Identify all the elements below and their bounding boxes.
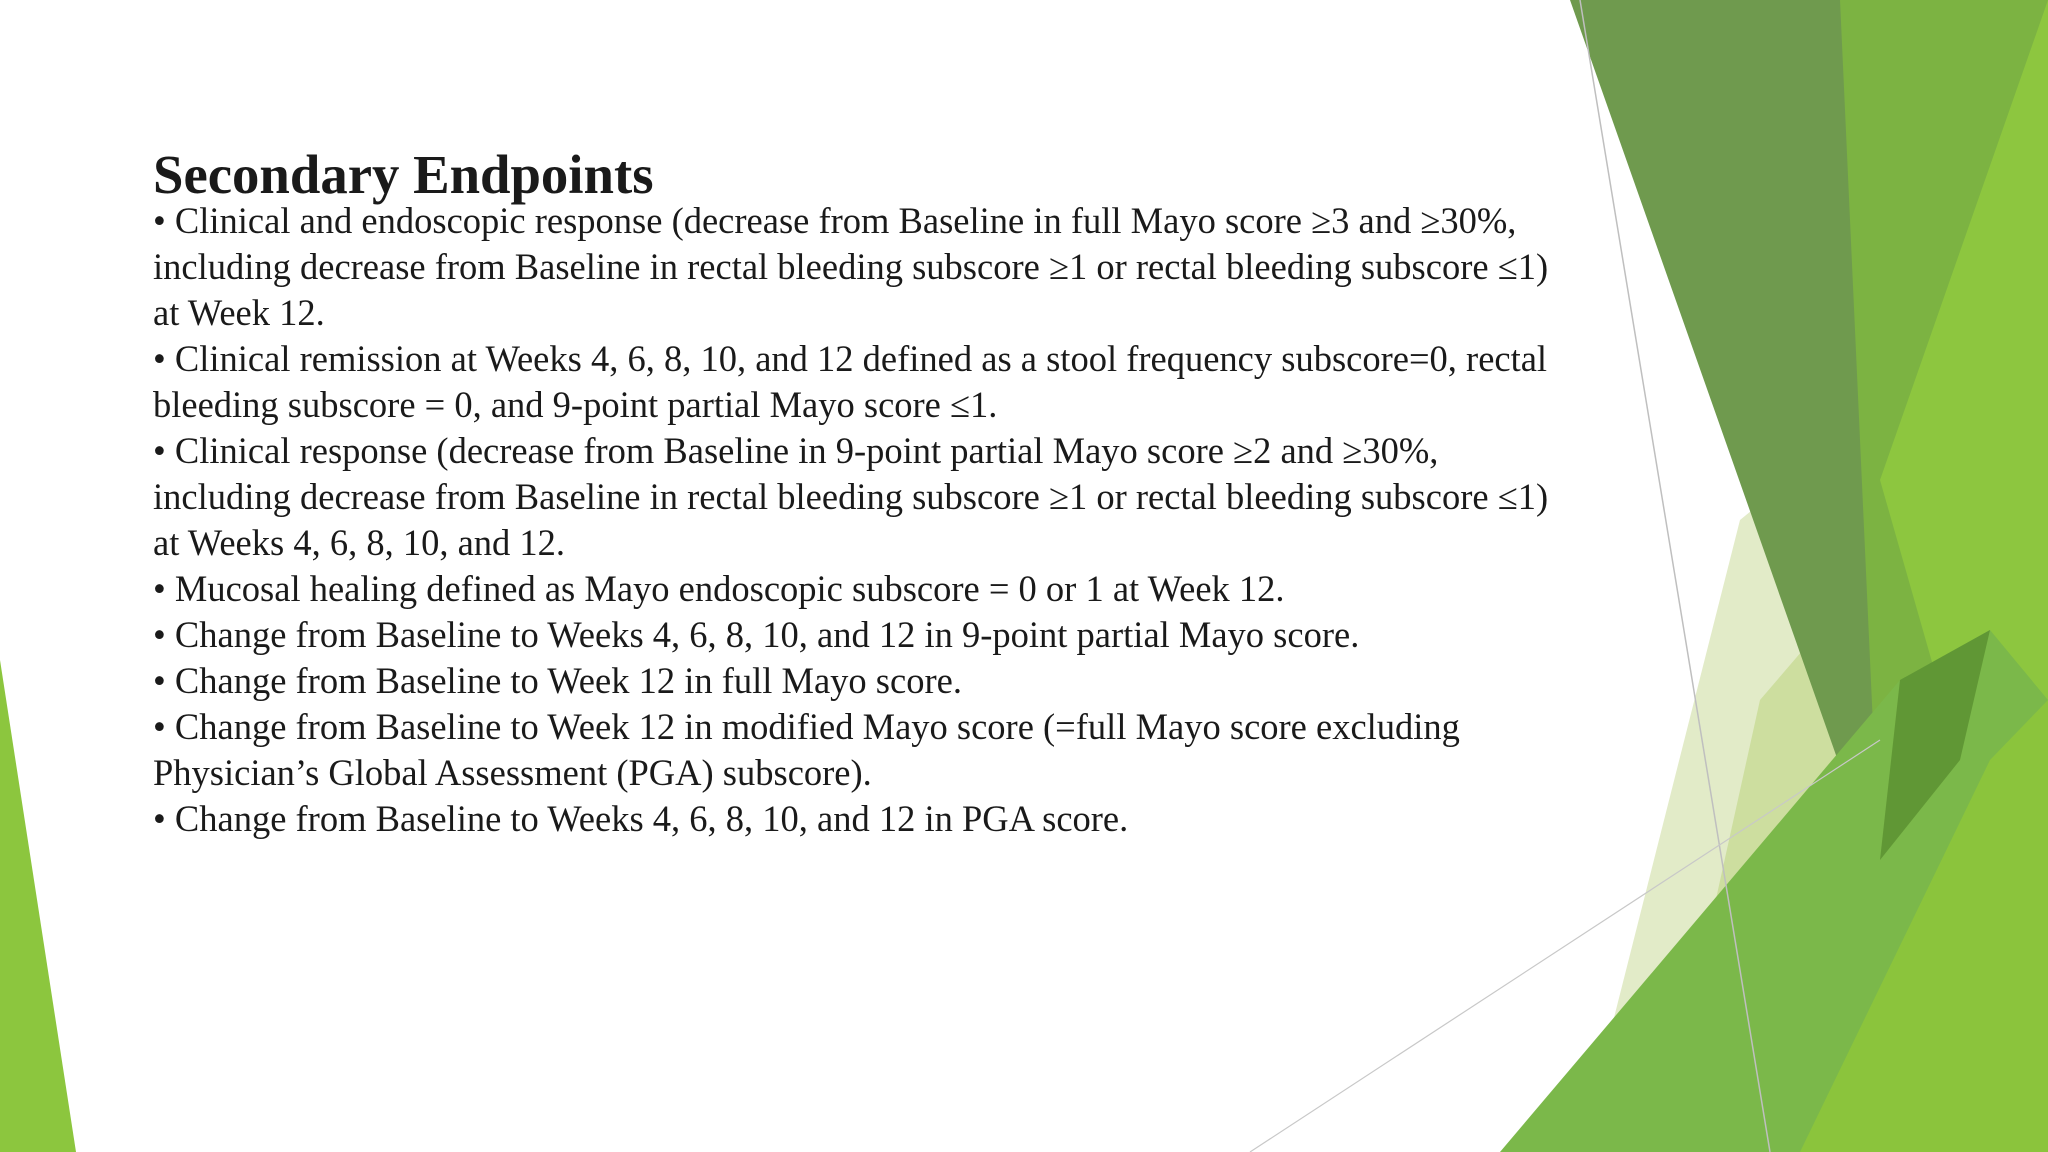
endpoint-continuation-line [153,750,1633,796]
slide-text-body [153,144,1633,842]
bullet-glyph: • [153,200,166,241]
bullet-glyph: • [153,660,166,701]
endpoint-first-line [153,612,1633,658]
endpoint-text: Clinical remission at Weeks 4, 6, 8, 10, and 12 defined as a stool frequency subscore=0, rectal [174,338,1548,379]
endpoint-text: at Week 12. [153,292,325,333]
endpoint-text: Change from Baseline to Week 12 in modified Mayo score (=full Mayo score excluding [174,706,1460,747]
endpoint-first-line [153,658,1633,704]
endpoint-continuation-line [153,244,1633,290]
bullet-glyph: • [153,706,166,747]
endpoint-text: Clinical and endoscopic response (decrease from Baseline in full Mayo score ≥3 and ≥30%, [174,200,1517,241]
left-lime-wedge [0,660,76,1152]
endpoint-text: at Weeks 4, 6, 8, 10, and 12. [153,522,566,563]
endpoint-text: including decrease from Baseline in rectal bleeding subscore ≥1 or rectal bleeding subscore ≤1) [153,476,1549,517]
endpoint-text: Change from Baseline to Weeks 4, 6, 8, 10, and 12 in 9-point partial Mayo score. [174,614,1360,655]
bullet-glyph: • [153,430,166,471]
endpoint-item [153,336,1633,428]
endpoint-text: including decrease from Baseline in rectal bleeding subscore ≥1 or rectal bleeding subscore ≤1) [153,246,1549,287]
endpoint-first-line [153,796,1633,842]
endpoint-continuation-line [153,474,1633,520]
endpoint-text: Physician’s Global Assessment (PGA) subscore). [153,752,872,793]
endpoint-item [153,612,1633,658]
bullet-glyph: • [153,568,166,609]
endpoint-first-line [153,336,1633,382]
endpoint-item [153,428,1633,566]
bullet-glyph: • [153,338,166,379]
endpoint-text: Mucosal healing defined as Mayo endoscopic subscore = 0 or 1 at Week 12. [174,568,1285,609]
endpoint-text: Change from Baseline to Week 12 in full Mayo score. [174,660,962,701]
endpoint-first-line [153,198,1633,244]
endpoint-list [153,198,1633,842]
endpoint-first-line [153,704,1633,750]
bullet-glyph: • [153,614,166,655]
endpoint-item [153,566,1633,612]
endpoint-first-line [153,428,1633,474]
endpoint-text: Change from Baseline to Weeks 4, 6, 8, 10, and 12 in PGA score. [174,798,1129,839]
bullet-glyph: • [153,798,166,839]
slide-heading: Secondary Endpoints [153,144,654,205]
endpoint-text: Clinical response (decrease from Baseline in 9-point partial Mayo score ≥2 and ≥30%, [174,430,1439,471]
endpoint-first-line [153,566,1633,612]
endpoint-continuation-line [153,520,1633,566]
endpoint-continuation-line [153,382,1633,428]
endpoint-item [153,796,1633,842]
endpoint-item [153,704,1633,796]
endpoint-item [153,198,1633,336]
endpoint-text: bleeding subscore = 0, and 9-point partial Mayo score ≤1. [153,384,998,425]
endpoint-continuation-line [153,290,1633,336]
endpoint-item [153,658,1633,704]
